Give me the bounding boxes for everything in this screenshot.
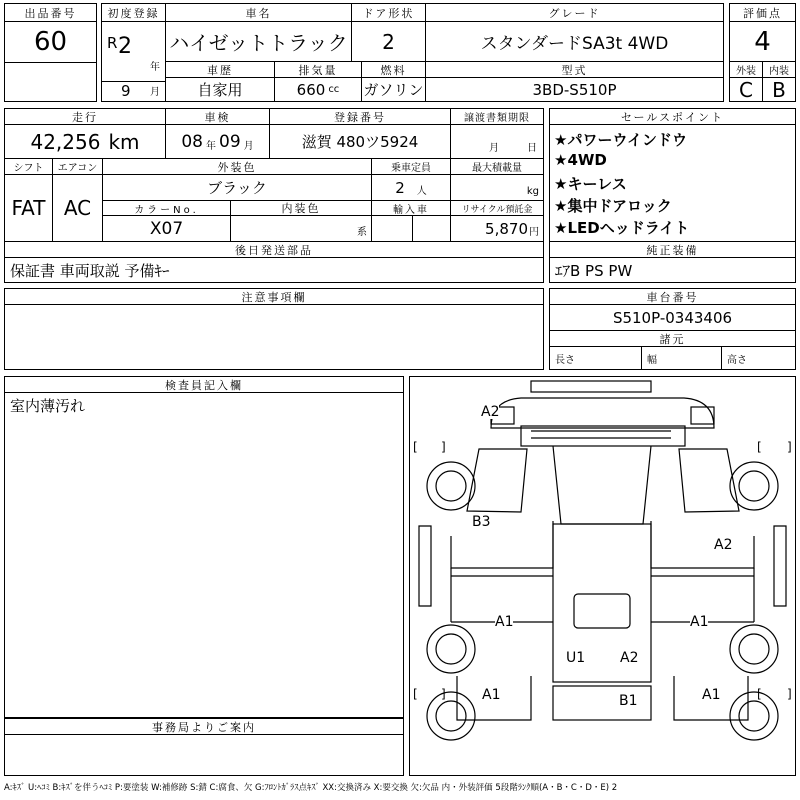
- load-label: 最大積載量: [450, 158, 544, 175]
- sales-points-list: [549, 124, 796, 242]
- color-no-label: カラーNo.: [102, 200, 231, 216]
- import-label: 輸入車: [371, 200, 451, 216]
- svg-text:[: [: [757, 687, 762, 701]
- insp-year-value: 08: [181, 131, 203, 152]
- interior-grade: B: [762, 77, 796, 102]
- grade-value: スタンダードSA3t 4WD: [425, 21, 724, 62]
- transfer-label: 譲渡書類期限: [450, 108, 544, 125]
- front-bumper: [491, 398, 714, 428]
- left-mirror: [419, 526, 431, 606]
- damage-mark: A1: [495, 614, 514, 630]
- svg-text:[: [: [413, 440, 418, 454]
- grade-label: グレード: [425, 3, 724, 22]
- svg-text:]: ]: [787, 687, 792, 701]
- car-name-label: 車名: [165, 3, 352, 22]
- capacity-unit: 人: [416, 186, 427, 197]
- insp-month-value: 09: [219, 131, 241, 152]
- damage-mark: A2: [620, 650, 639, 666]
- inspector-label: 検査員記入欄: [4, 376, 404, 393]
- chassis-label: 車台番号: [549, 288, 796, 305]
- score-label: 評価点: [729, 3, 796, 22]
- recycle-value: 5,870: [485, 219, 528, 238]
- later-parts-label: 後日発送部品: [4, 241, 544, 258]
- damage-mark: B1: [619, 693, 638, 709]
- transfer-month: 月: [489, 143, 499, 154]
- headlight: [691, 407, 714, 424]
- grille: [521, 426, 685, 446]
- lot-no-value: 60: [4, 21, 97, 63]
- bed-hatch: [574, 594, 630, 628]
- later-parts-value: 保証書 車両取説 予備ｷｰ: [4, 257, 544, 283]
- right-rear-wheel-lower: [730, 692, 778, 740]
- exterior-label: 外装: [729, 61, 763, 78]
- roof-panel: [531, 381, 651, 392]
- first-reg-label: 初度登録: [101, 3, 166, 22]
- month-unit: 月: [150, 87, 160, 98]
- displacement-value: 660: [296, 80, 326, 99]
- right-front-door: [679, 449, 739, 512]
- left-cab-side: [451, 521, 553, 568]
- mileage-unit: km: [108, 129, 140, 154]
- left-rear-wheel: [427, 625, 475, 673]
- history-label: 車歴: [165, 61, 275, 78]
- width-label: 幅: [641, 346, 722, 370]
- door-label: ドア形状: [351, 3, 426, 22]
- sales-point-item: ★LEDヘッドライト: [554, 219, 690, 237]
- right-mirror: [774, 526, 786, 606]
- height-label: 高さ: [721, 346, 796, 370]
- left-front-door: [467, 449, 527, 512]
- car-name-value: ハイゼットトラック: [165, 21, 352, 62]
- recycle-cell: [450, 215, 544, 242]
- svg-text:]: ]: [441, 687, 446, 701]
- right-front-wheel: [730, 462, 778, 510]
- dimensions-label: 諸元: [549, 330, 796, 347]
- import-cell-a: [371, 215, 413, 242]
- right-cab-side: [651, 521, 754, 568]
- model-label: 型式: [425, 61, 724, 78]
- svg-text:[: [: [757, 440, 762, 454]
- interior-label: 内装: [762, 61, 796, 78]
- fuel-value: ガソリン: [361, 77, 426, 102]
- transfer-day: 日: [527, 143, 537, 154]
- damage-diagram: [409, 376, 796, 776]
- inspection-cell: [165, 124, 270, 159]
- first-reg-month-value: 9: [121, 82, 131, 100]
- mileage-value: 42,256: [30, 129, 101, 154]
- damage-mark: U1: [566, 650, 586, 666]
- damage-mark: A2: [481, 404, 500, 420]
- sales-point-item: ★集中ドアロック: [554, 197, 672, 215]
- int-color-unit: 系: [230, 215, 372, 242]
- equipment-label: 純正装備: [549, 241, 796, 258]
- displacement-unit: cc: [328, 84, 340, 95]
- right-rear-wheel: [730, 625, 778, 673]
- legend-text: A:ｷｽﾞ U:ﾍｺﾐ B:ｷｽﾞを伴うﾍｺﾐ P:要塗装 W:補修跡 S:錆 C:腐食、欠 G:ﾌﾛﾝﾄｶﾞﾗｽ点ｷｽﾞ XX:交換済み X:要交換 欠:欠品 内・外装評価 5段階ﾗﾝｸ順(A・B・C・D・E) 2: [4, 783, 618, 793]
- ac-value: AC: [52, 174, 103, 242]
- fuel-label: 燃料: [361, 61, 426, 78]
- svg-text:]: ]: [787, 440, 792, 454]
- mileage-label: 走行: [4, 108, 166, 125]
- capacity-cell: [371, 174, 451, 201]
- left-front-wheel: [427, 462, 475, 510]
- import-cell-b: [412, 215, 451, 242]
- ac-label: エアコン: [52, 158, 103, 175]
- load-unit: kg: [450, 174, 544, 201]
- score-value: 4: [729, 21, 796, 62]
- damage-mark: A2: [714, 537, 733, 553]
- capacity-value: 2: [395, 178, 405, 197]
- color-no-value: X07: [102, 215, 231, 242]
- svg-text:]: ]: [441, 440, 446, 454]
- plate-value: 滋賀 480ツ5924: [269, 124, 451, 159]
- shift-label: シフト: [4, 158, 53, 175]
- int-color-label: 内装色: [230, 200, 372, 216]
- svg-text:[: [: [413, 687, 418, 701]
- color-label: 外装色: [102, 158, 372, 175]
- history-value: 自家用: [165, 77, 275, 102]
- shift-value: FAT: [4, 174, 53, 242]
- inspector-comment: 室内薄汚れ: [4, 392, 404, 718]
- notes-box: [4, 304, 544, 370]
- model-value: 3BD-S510P: [425, 77, 724, 102]
- damage-mark: A1: [690, 614, 709, 630]
- capacity-label: 乗車定員: [371, 158, 451, 175]
- exterior-grade: C: [729, 77, 763, 102]
- left-rear-wheel-lower: [427, 692, 475, 740]
- recycle-label: リサイクル預託金: [450, 200, 544, 216]
- displacement-label: 排気量: [274, 61, 362, 78]
- displacement-cell: [274, 77, 362, 102]
- lot-no-blank: [4, 62, 97, 102]
- lot-no-label: 出品番号: [4, 3, 97, 22]
- sales-points-label: セールスポイント: [549, 108, 796, 125]
- damage-mark: A1: [482, 687, 501, 703]
- damage-mark: B3: [472, 514, 491, 530]
- office-label: 事務局よりご案内: [4, 718, 404, 735]
- windshield: [553, 446, 651, 524]
- insp-year-unit: 年: [206, 141, 216, 152]
- equipment-value: ｴｱB PS PW: [549, 257, 796, 283]
- length-label: 長さ: [549, 346, 642, 370]
- door-value: 2: [351, 21, 426, 62]
- mileage-cell: [4, 124, 166, 159]
- insp-month-unit: 月: [243, 141, 254, 152]
- sales-point-item: ★パワーウインドウ: [554, 131, 687, 149]
- era-value: R: [107, 34, 118, 52]
- year-unit: 年: [150, 62, 160, 73]
- office-box: [4, 734, 404, 776]
- color-value: ブラック: [102, 174, 372, 201]
- sales-point-item: ★キーレス: [554, 175, 627, 193]
- plate-label: 登録番号: [269, 108, 451, 125]
- recycle-unit: 円: [529, 227, 539, 238]
- truck-outline-drawing: [409, 376, 796, 776]
- notes-label: 注意事項欄: [4, 288, 544, 305]
- sales-point-item: ★4WD: [554, 151, 607, 169]
- chassis-value: S510P-0343406: [549, 304, 796, 331]
- damage-mark: A1: [702, 687, 721, 703]
- inspection-label: 車検: [165, 108, 270, 125]
- first-reg-year-value: 2: [118, 34, 132, 59]
